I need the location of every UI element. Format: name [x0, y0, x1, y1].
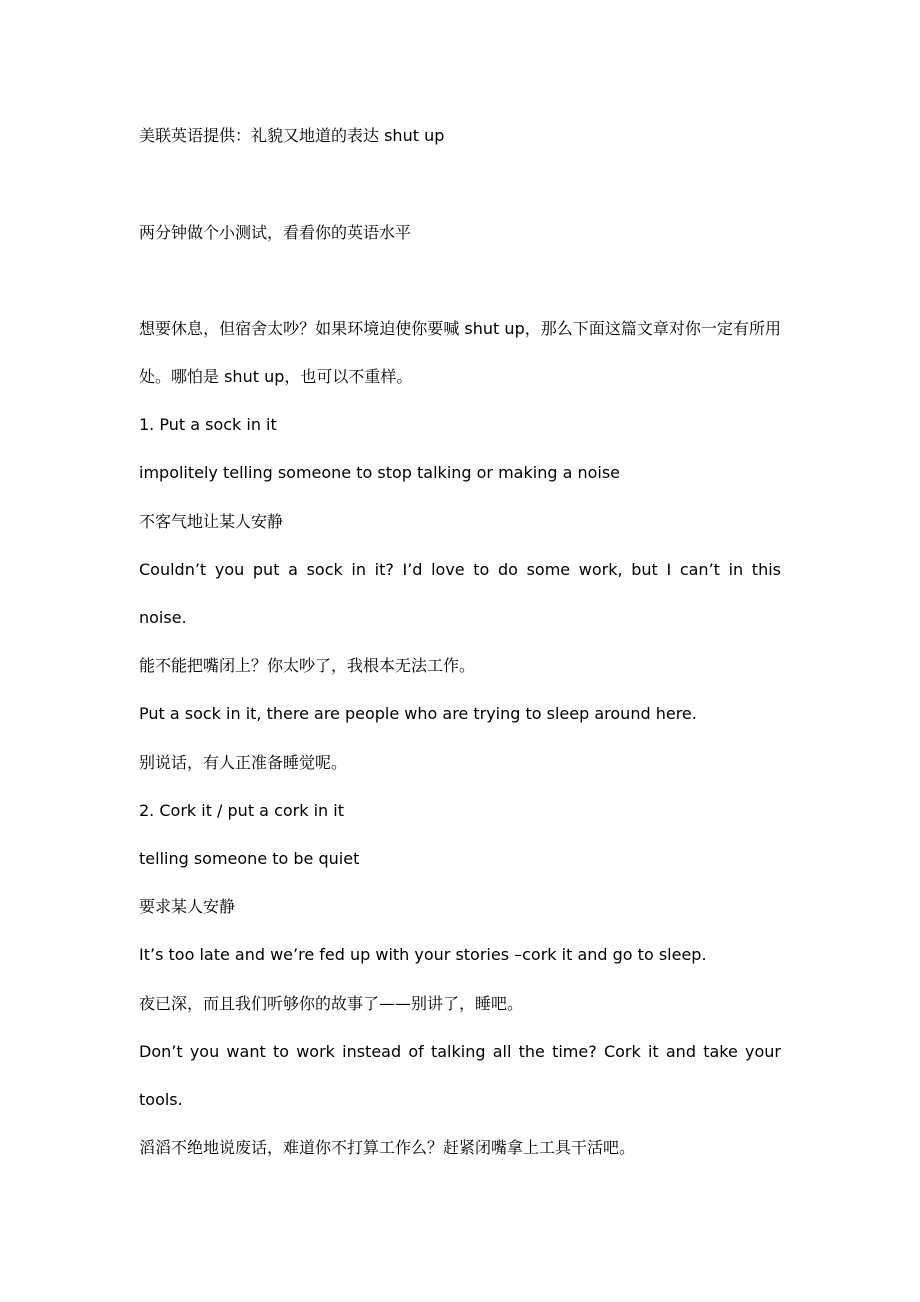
intro-line-1: 想要休息，但宿舍太吵？如果环境迫使你要喊 shut up，那么下面这篇文章对你一定有所用 — [139, 319, 781, 338]
section-1-example-2-en: Put a sock in it, there are people who are trying to sleep around here. — [139, 704, 697, 723]
section-1-example-1-en-line-1: Couldn’t you put a sock in it? I’d love to do some work, but I can’t in this — [139, 560, 781, 579]
section-2-example-1-zh: 夜已深，而且我们听够你的故事了——别讲了，睡吧。 — [139, 994, 524, 1013]
section-1-heading: 1. Put a sock in it — [139, 415, 277, 434]
section-1-example-1-zh: 能不能把嘴闭上？你太吵了，我根本无法工作。 — [139, 656, 476, 675]
section-1-example-1-en-line-2: noise. — [139, 608, 187, 627]
document-title: 美联英语提供：礼貌又地道的表达 shut up — [139, 126, 445, 145]
section-2-heading: 2. Cork it / put a cork in it — [139, 801, 344, 820]
document-subtitle: 两分钟做个小测试，看看你的英语水平 — [139, 223, 412, 242]
section-1-definition-zh: 不客气地让某人安静 — [139, 512, 284, 531]
section-2-example-2-en-line-1: Don’t you want to work instead of talking all the time? Cork it and take your — [139, 1042, 781, 1061]
section-2-example-1-en: It’s too late and we’re fed up with your stories –cork it and go to sleep. — [139, 945, 707, 964]
section-2-example-2-en-line-2: tools. — [139, 1090, 183, 1109]
section-2-example-2-zh: 滔滔不绝地说废话，难道你不打算工作么？赶紧闭嘴拿上工具干活吧。 — [139, 1138, 636, 1157]
intro-line-2: 处。哪怕是 shut up，也可以不重样。 — [139, 367, 413, 386]
section-2-definition-en: telling someone to be quiet — [139, 849, 360, 868]
section-1-example-2-zh: 别说话，有人正准备睡觉呢。 — [139, 753, 348, 772]
section-1-definition-en: impolitely telling someone to stop talking or making a noise — [139, 463, 621, 482]
section-2-definition-zh: 要求某人安静 — [139, 897, 236, 916]
